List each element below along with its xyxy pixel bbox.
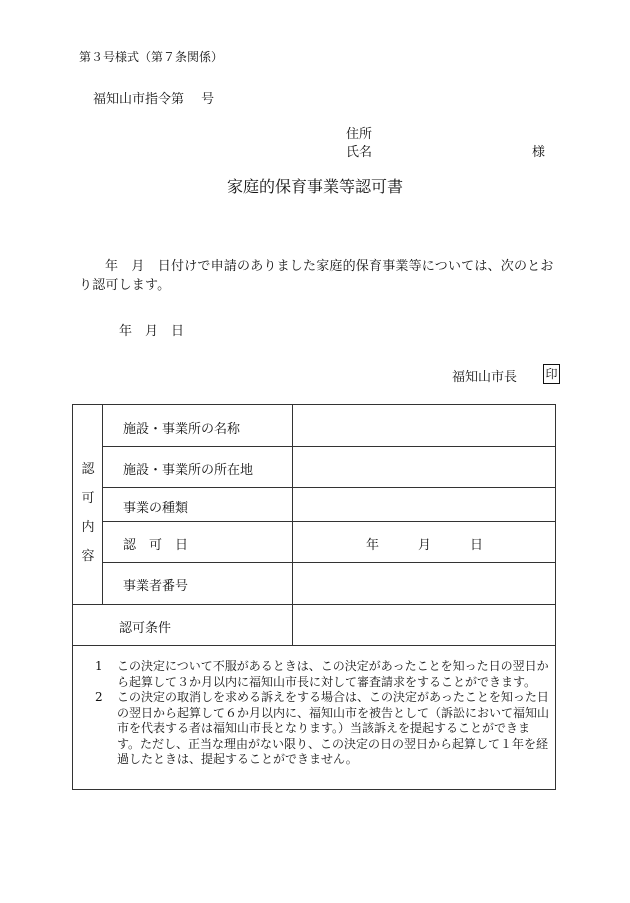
appeal-notes <box>93 659 553 768</box>
note-item <box>93 659 553 690</box>
table-divider <box>102 405 103 604</box>
body-text: 年 月 日付けで申請のありました家庭的保育事業等については、次のとおり認可します。 <box>79 259 554 293</box>
row-label-operator-number: 事業者番号 <box>123 579 189 594</box>
address-label: 住所 <box>346 127 373 142</box>
row-label-permit-date: 認 可 日 <box>123 538 189 553</box>
form-number: 第３号様式（第７条関係） <box>79 50 224 64</box>
conditions-label: 認可条件 <box>119 621 172 636</box>
issue-date: 年 月 日 <box>119 324 185 339</box>
note-text: この決定について不服があるときは、この決定があったことを知った日の翌日から起算して３か月以内に福知山市長に対して審査請求をすることができます。 <box>117 659 549 689</box>
table-divider <box>102 562 555 563</box>
document-title: 家庭的保育事業等認可書 <box>226 177 403 196</box>
issuer-title: 福知山市長 <box>452 370 518 385</box>
table-divider <box>102 487 555 488</box>
note-number: 1 <box>95 659 103 673</box>
table-divider <box>73 645 555 646</box>
table-divider <box>292 405 293 645</box>
table-divider <box>102 446 555 447</box>
row-label-facility-address: 施設・事業所の所在地 <box>123 463 254 478</box>
permit-details-table <box>72 404 556 790</box>
seal-mark: 印 <box>543 364 560 384</box>
name-label: 氏名 <box>346 145 373 160</box>
group-label: 認可内容 <box>81 462 95 564</box>
note-text: この決定の取消しを求める訴えをする場合は、この決定があったことを知った日の翌日から起算して６か月以内に、福知山市を被告として（訴訟において福知山市を代表する者は福知山市長となります。）当該訴えを提起することができます。ただし、正当な理由がない限り、この決定の日の翌日から起算して１年を経過したときは、提起することができません。 <box>117 690 550 766</box>
row-label-business-type: 事業の種類 <box>123 501 189 516</box>
honorific: 様 <box>532 145 546 160</box>
row-label-facility-name: 施設・事業所の名称 <box>123 422 241 437</box>
row-value-permit-date: 年 月 日 <box>366 538 484 553</box>
note-number: 2 <box>95 690 103 704</box>
table-divider <box>102 521 555 522</box>
note-item <box>93 690 553 768</box>
command-number: 福知山市指令第 号 <box>93 92 215 107</box>
table-divider <box>73 604 555 605</box>
